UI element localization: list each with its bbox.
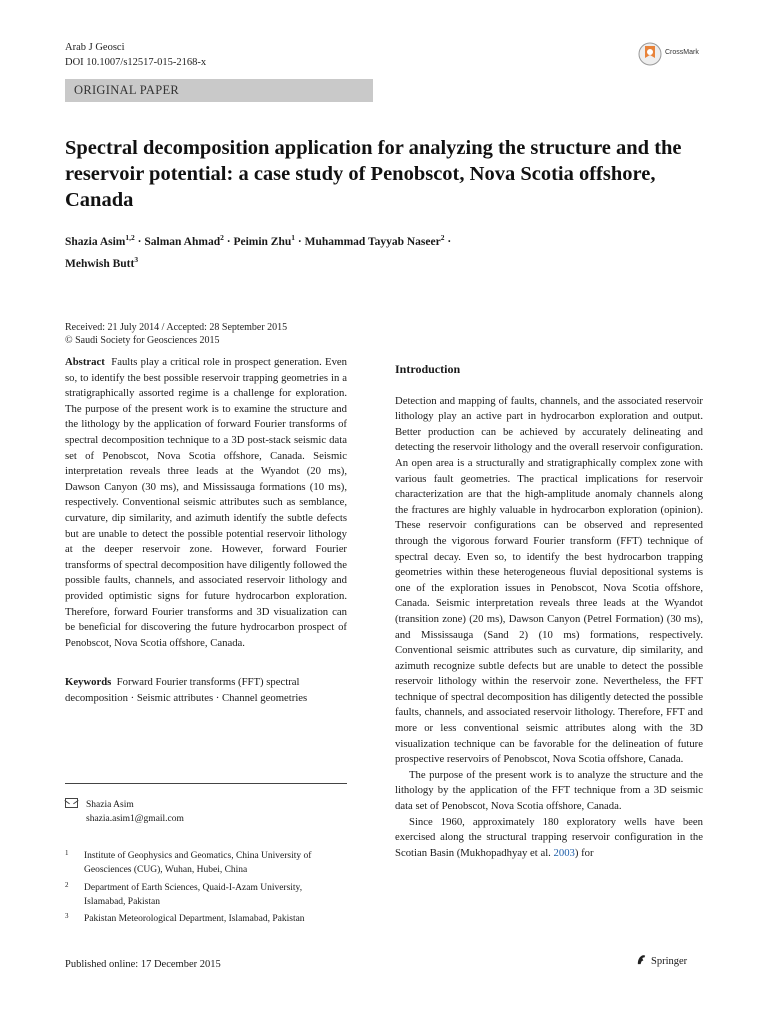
left-column (65, 355, 347, 706)
keywords-label: Keywords (65, 676, 112, 689)
author[interactable]: Muhammad Tayyab Naseer$^2$ (304, 233, 445, 248)
section-label-bar (65, 79, 373, 102)
journal-name: Arab J Geosci (65, 42, 125, 53)
abstract-label: Abstract (65, 356, 105, 368)
section-label: ORIGINAL PAPER (74, 83, 180, 97)
intro-paragraph: Since 1960, approximately 180 exploratory wells have been exercised along the structural trapping reservoir configuration in the Scotian Basin (Mukhopadhyay et al. 2003) for (395, 815, 703, 859)
springer-horse-icon (636, 954, 647, 965)
keywords (65, 675, 347, 706)
footnote-divider (65, 783, 347, 784)
right-column (395, 362, 703, 861)
author[interactable]: Salman Ahmad$^2$ (144, 233, 224, 248)
crossmark-badge[interactable] (638, 42, 710, 72)
crossmark-label: CrossMark (665, 49, 699, 56)
intro-paragraph: Detection and mapping of faults, channels, and the associated reservoir lithology play an active part in hydrocarbon exploration and output. Better production can be achieved by accurately delineating and detecting the reservoir lithology and the overall reservoir configuration. An open area is a structurally and stratigraphically complex zone with various fault geometries. The practical implications for reservoir characterization are that the high-amplitude anomaly channels along the fractures are highly valuable in hydrocarbon exploration (opinion). These reservoir configurations can be observed and represented through the vigorous forward Fourier transform (FFT) technique of spectral decay. Even so, to identify the best hydrocarbon trapping geometries within these heterogeneous fluvial depositional systems is one of the exploration issues in Penobscot, Nova Scotia offshore, Canada. Seismic interpretation reveals three leads at the Wyandot (transition zone) (20 ms), Dawson Canyon (Petrel Formation) (30 ms), and Mississauga (Sand 2) (10 ms) formations, respectively. Conventional seismic attributes such as curvature, dip similarity, and azimuth recognize subtle defects but are unable to detect the possible reservoir lithology within the reservoir zone. Nevertheless, the FFT technique of spectral decomposition has diligently detected the possible faults, channels, and associated reservoir lithology. Therefore, FFT and more or less conventional seismic attributes along with the 3D visualization technique can be favorable for the delineation of future prospective reservoirs of Penobscot, Nova Scotia offshore, Canada. (395, 394, 703, 766)
corresponding-author: Shazia Asim (86, 800, 134, 810)
author[interactable]: Shazia Asim$^{1,2}$ (65, 233, 135, 248)
abstract (65, 355, 347, 651)
author[interactable]: Peimin Zhu$^1$ (233, 233, 296, 248)
correspondence (65, 798, 184, 826)
email-link[interactable]: shazia.asim1@gmail.com (86, 814, 184, 824)
citation-link[interactable]: 2003 (553, 846, 575, 859)
received-accepted: Received: 21 July 2014 / Accepted: 28 September 2015 (65, 322, 288, 333)
author[interactable]: Mehwish Butt$^3$ (65, 254, 139, 270)
journal-header (65, 40, 206, 70)
author-list: Shazia Asim$^{1,2}$ · Salman Ahmad$^2$ · Peimin Zhu$^1$ · Muhammad Tayyab Naseer$^2$ · Mehwish Butt$^3$ (65, 233, 452, 270)
published-online: Published online: 17 December 2015 (65, 959, 221, 970)
publisher-logo (636, 954, 687, 967)
abstract-text: Faults play a critical role in prospect generation. Even so, to identify the best possible reservoir trapping geometries in a stratigraphically assorted regime is a challenge for exploration. The purpose of the present work is to examine the structure and the lithology by the application of forward Fourier transforms of spectral decomposition technique to a 3D post-stack seismic data set of Penobscot, Nova Scotia offshore, Canada. Seismic interpretation reveals three leads at the Wyandot (20 ms), Dawson Canyon (30 ms), and Mississauga formations (10 ms), respectively. Conventional seismic attributes such as semblance, curvature, dip similarity, and azimuth identify the subtle defects but are unable to detect the possible potential reservoir lithology at the deeper reservoir zone. However, forward Fourier transforms of spectral decomposition have diligently followed the possible faults, channels, and associated reservoir lithology and provided optimistic signs for future hydrocarbon exploration. Therefore, forward Fourier transforms and 3D visualization can be beneficial for discovering the future hydrocarbon prospect of Penobscot, Nova Scotia offshore, Canada. (65, 356, 348, 649)
introduction-heading: Introduction (395, 362, 461, 376)
keywords-text: Forward Fourier transforms (FFT) spectral decomposition · Seismic attributes · Channel geometries (65, 676, 308, 704)
publisher-name: Springer (651, 956, 688, 967)
publication-dates (65, 321, 287, 347)
intro-paragraph: The purpose of the present work is to analyze the structure and the lithology by the application of the FFT technique from a 3D seismic data set of Penobscot, Nova Scotia offshore, Canada. (395, 768, 703, 813)
envelope-icon (65, 798, 78, 808)
doi[interactable]: DOI 10.1007/s12517-015-2168-x (65, 57, 207, 68)
copyright: © Saudi Society for Geosciences 2015 (65, 335, 220, 346)
crossmark-icon (638, 42, 662, 68)
paper-title: Spectral decomposition application for analyzing the structure and the reservoir potential: a case study of Penobscot, Nova Scotia offshore, Canada (65, 137, 682, 211)
